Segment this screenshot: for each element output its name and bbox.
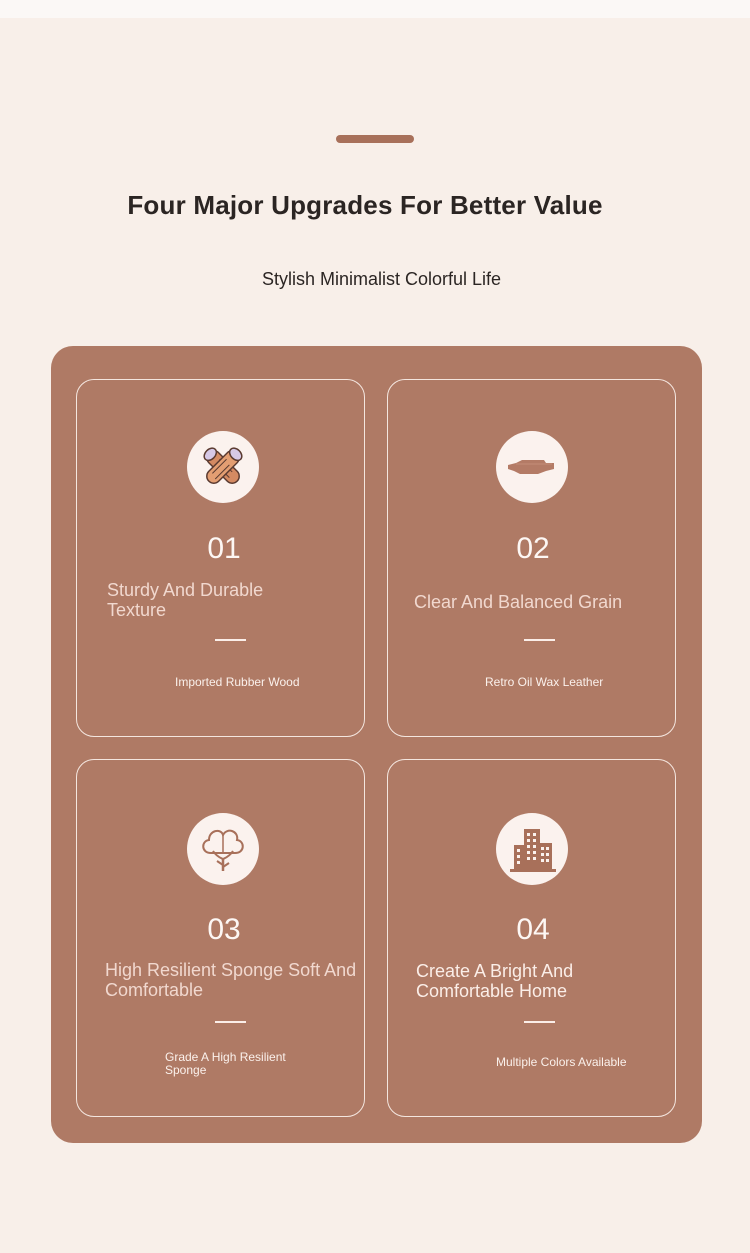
building-icon bbox=[496, 813, 568, 885]
feature-detail: Multiple Colors Available bbox=[496, 1055, 627, 1069]
feature-detail: Retro Oil Wax Leather bbox=[485, 675, 604, 689]
feature-card-4 bbox=[387, 759, 676, 1117]
icon-circle bbox=[187, 431, 259, 503]
leather-icon bbox=[496, 431, 568, 503]
top-strip bbox=[0, 0, 750, 18]
feature-detail: Grade A High Resilient Sponge bbox=[165, 1050, 286, 1077]
feature-title: High Resilient Sponge Soft And Comfortable bbox=[105, 960, 357, 1000]
divider bbox=[215, 1021, 246, 1023]
page-subtitle: Stylish Minimalist Colorful Life bbox=[261, 269, 502, 289]
feature-number: 02 bbox=[516, 532, 550, 565]
feature-card-3 bbox=[76, 759, 365, 1117]
feature-card-1 bbox=[76, 379, 365, 737]
feature-number: 04 bbox=[516, 913, 550, 946]
divider bbox=[524, 639, 555, 641]
icon-circle bbox=[496, 813, 568, 885]
feature-card-2 bbox=[387, 379, 676, 737]
feature-title: Sturdy And Durable Texture bbox=[107, 580, 264, 620]
page-title: Four Major Upgrades For Better Value bbox=[127, 190, 603, 220]
feature-number: 01 bbox=[207, 532, 241, 565]
features-panel bbox=[51, 346, 702, 1143]
cotton-icon bbox=[187, 813, 259, 885]
icon-circle bbox=[496, 431, 568, 503]
icon-circle bbox=[187, 813, 259, 885]
feature-number: 03 bbox=[207, 913, 241, 946]
wood-logs-icon bbox=[187, 431, 259, 503]
accent-bar bbox=[336, 135, 414, 143]
divider bbox=[215, 639, 246, 641]
feature-detail: Imported Rubber Wood bbox=[175, 675, 300, 689]
feature-title: Create A Bright And Comfortable Home bbox=[416, 961, 574, 1001]
divider bbox=[524, 1021, 555, 1023]
feature-title: Clear And Balanced Grain bbox=[414, 592, 623, 612]
